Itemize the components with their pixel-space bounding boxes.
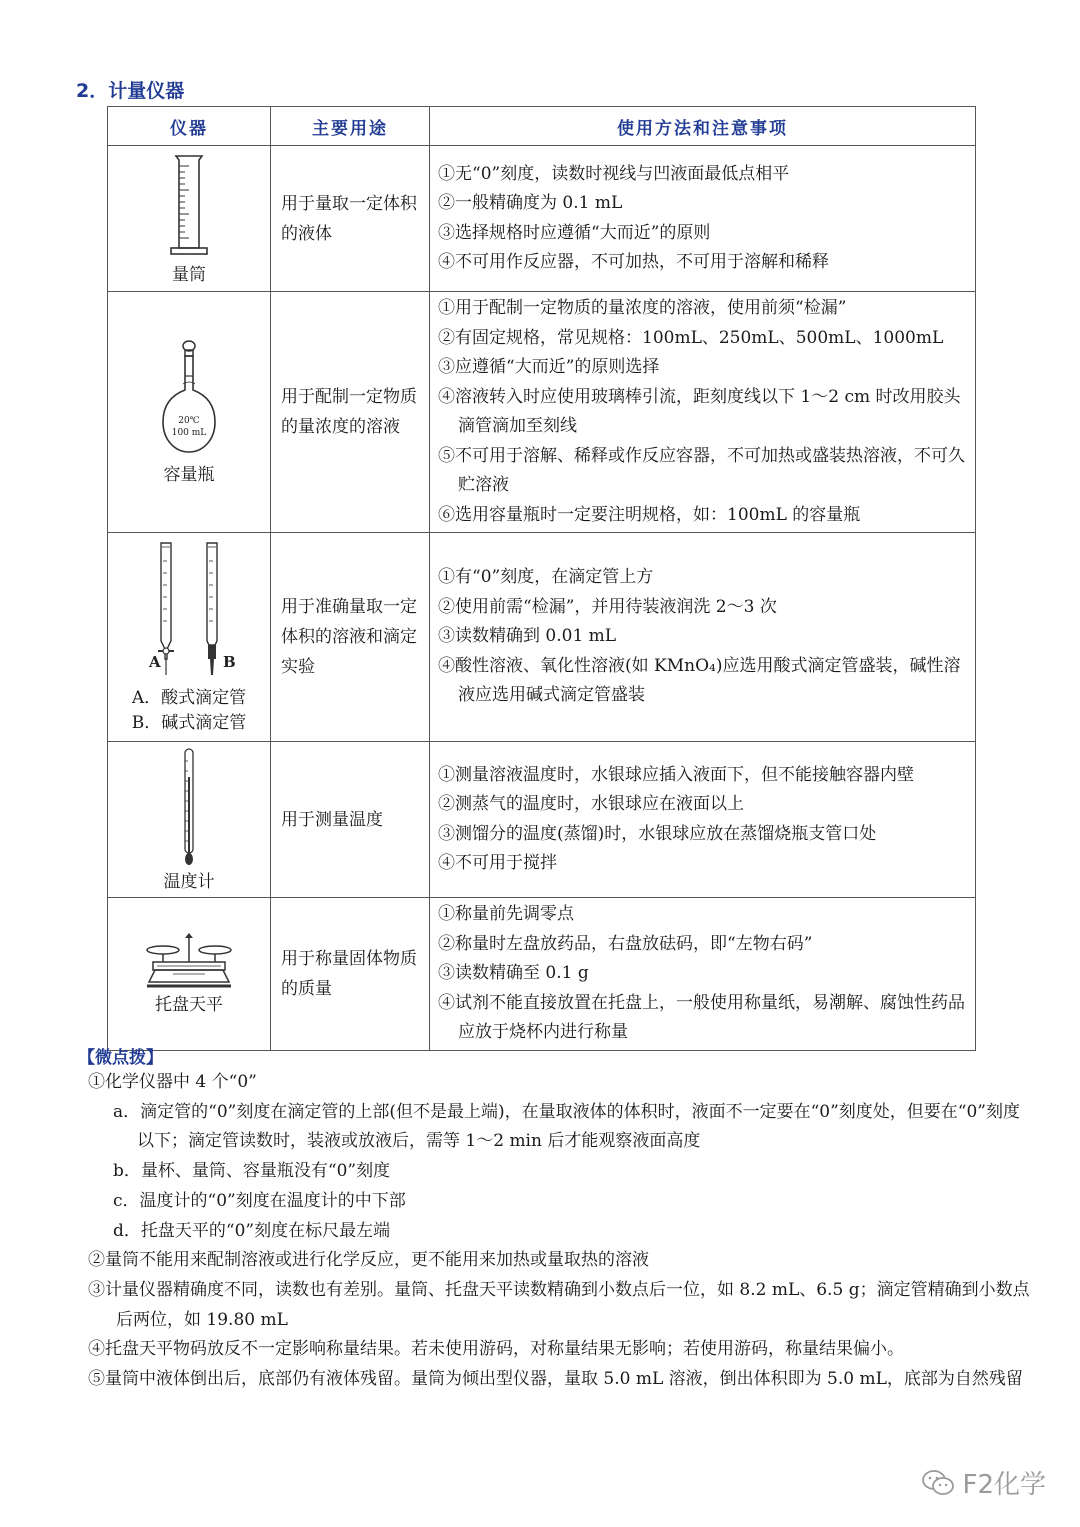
instrument-cell xyxy=(108,292,271,533)
note-item: ②使用前需“检漏”，并用待装液润洗 2～3 次 xyxy=(438,596,777,617)
tip-subitem: d．托盘天平的“0”刻度在标尺最左端 xyxy=(113,1220,391,1241)
instrument-name: 温度计 xyxy=(163,872,215,892)
header-use: 主要用途 xyxy=(271,107,430,146)
note-item: ①用于配制一定物质的量浓度的溶液，使用前须“检漏” xyxy=(438,298,847,318)
tip-item: ③计量仪器精确度不同，读数也有差别。量筒、托盘天平读数精确到小数点后一位，如 8.2 mL、6.5 g；滴定管精确到小数点后两位，如 19.80 mL xyxy=(88,1279,1030,1330)
note-item: ③读数精确到 0.01 mL xyxy=(438,626,617,647)
balance-icon xyxy=(143,932,235,990)
burette-label-b: B xyxy=(223,653,236,671)
notes-cell xyxy=(430,742,976,898)
notes-cell xyxy=(430,292,976,533)
tips-title: 【微点拨】 xyxy=(78,1048,163,1068)
note-item: ⑤不可用于溶解、稀释或作反应容器，不可加热或盛装热溶液，不可久贮溶液 xyxy=(438,445,965,495)
instrument-name: 量筒 xyxy=(172,265,206,285)
thermometer-icon xyxy=(179,747,199,867)
note-item: ⑥选用容量瓶时一定要注明规格，如：100mL 的容量瓶 xyxy=(438,504,861,525)
watermark-text: F2化学 xyxy=(962,1470,1046,1500)
header-instrument: 仪器 xyxy=(108,107,271,146)
instrument-name: A．酸式滴定管 xyxy=(131,688,247,708)
use-cell: 用于量取一定体积的液体 xyxy=(271,146,430,292)
note-item: ②称量时左盘放药品，右盘放砝码，即“左物右码” xyxy=(438,933,813,954)
note-item: ③选择规格时应遵循“大而近”的原则 xyxy=(438,222,711,243)
header-notes: 使用方法和注意事项 xyxy=(430,107,976,146)
note-item: ③读数精确至 0.1 g xyxy=(438,963,589,983)
note-item: ③测馏分的温度(蒸馏)时，水银球应放在蒸馏烧瓶支管口处 xyxy=(438,823,877,844)
tip-subitem: a．滴定管的“0”刻度在滴定管的上部(但不是最上端)，在量取液体的体积时，液面不一定要在“0”刻度处，但要在“0”刻度以下；滴定管读数时，装液或放液后，需等 1～2 min 后才能观察液面高度 xyxy=(113,1101,1020,1152)
instrument-cell xyxy=(108,146,271,292)
watermark xyxy=(921,1464,1047,1501)
use-cell: 用于称量固体物质的质量 xyxy=(271,898,430,1051)
use-cell: 用于配制一定物质的量浓度的溶液 xyxy=(271,292,430,533)
burette-icon xyxy=(134,541,244,683)
note-item: ④试剂不能直接放置在托盘上，一般使用称量纸，易潮解、腐蚀性药品应放于烧杯内进行称量 xyxy=(438,992,965,1042)
note-item: ①测量溶液温度时，水银球应插入液面下，但不能接触容器内壁 xyxy=(438,764,914,785)
note-item: ①称量前先调零点 xyxy=(438,904,574,924)
note-item: ④不可用于搅拌 xyxy=(438,853,557,873)
instrument-name: B．碱式滴定管 xyxy=(131,713,247,733)
section-heading: 2．计量仪器 xyxy=(76,80,185,102)
tips-section xyxy=(0,1068,1080,1395)
tip-item: ①化学仪器中 4 个“0” xyxy=(88,1072,257,1092)
table-header-row xyxy=(108,107,976,146)
notes-cell xyxy=(430,533,976,742)
table-row xyxy=(108,898,976,1051)
table-row xyxy=(108,292,976,533)
note-item: ②有固定规格，常见规格：100mL、250mL、500mL、1000mL xyxy=(438,327,944,348)
tip-item: ⑤量筒中液体倒出后，底部仍有液体残留。量筒为倾出型仪器，量取 5.0 mL 溶液，倒出体积即为 5.0 mL，底部为自然残留 xyxy=(88,1369,1023,1390)
tip-item: ④托盘天平物码放反不一定影响称量结果。若未使用游码，对称量结果无影响；若使用游码，称量结果偏小。 xyxy=(88,1339,904,1360)
tip-subitem: b．量杯、量筒、容量瓶没有“0”刻度 xyxy=(113,1161,391,1182)
burette-label-a: A xyxy=(149,653,161,671)
instrument-cell xyxy=(108,742,271,898)
tip-subitem: c．温度计的“0”刻度在温度计的中下部 xyxy=(113,1190,406,1211)
note-item: ③应遵循“大而近”的原则选择 xyxy=(438,357,660,377)
table-row xyxy=(108,146,976,292)
instrument-name: 托盘天平 xyxy=(155,995,223,1016)
note-item: ①有“0”刻度，在滴定管上方 xyxy=(438,567,654,588)
note-item: ④酸性溶液、氧化性溶液(如 KMnO₄)应选用酸式滴定管盛装，碱性溶液应选用碱式滴定管盛装 xyxy=(438,655,961,706)
note-item: ②一般精确度为 0.1 mL xyxy=(438,193,623,213)
flask-label-volume: 100 mL xyxy=(171,427,207,438)
table-row xyxy=(108,533,976,742)
volumetric-flask-icon xyxy=(159,340,219,460)
use-cell: 用于准确量取一定体积的溶液和滴定实验 xyxy=(271,533,430,742)
note-item: ④溶液转入时应使用玻璃棒引流，距刻度线以下 1～2 cm 时改用胶头滴管滴加至刻线 xyxy=(438,386,961,436)
instrument-table xyxy=(107,106,976,1051)
graduated-cylinder-icon xyxy=(164,152,214,260)
table-row xyxy=(108,742,976,898)
instrument-cell xyxy=(108,898,271,1051)
tip-item: ②量筒不能用来配制溶液或进行化学反应，更不能用来加热或量取热的溶液 xyxy=(88,1250,649,1271)
note-item: ②测蒸气的温度时，水银球应在液面以上 xyxy=(438,794,744,814)
note-item: ④不可用作反应器，不可加热，不可用于溶解和稀释 xyxy=(438,252,829,272)
notes-cell xyxy=(430,146,976,292)
wechat-icon xyxy=(921,1468,955,1498)
instrument-name: 容量瓶 xyxy=(163,464,215,485)
flask-label-temp: 20℃ xyxy=(178,415,200,426)
instrument-cell xyxy=(108,533,271,742)
use-cell: 用于测量温度 xyxy=(271,742,430,898)
note-item: ①无“0”刻度，读数时视线与凹液面最低点相平 xyxy=(438,163,790,184)
notes-cell xyxy=(430,898,976,1051)
